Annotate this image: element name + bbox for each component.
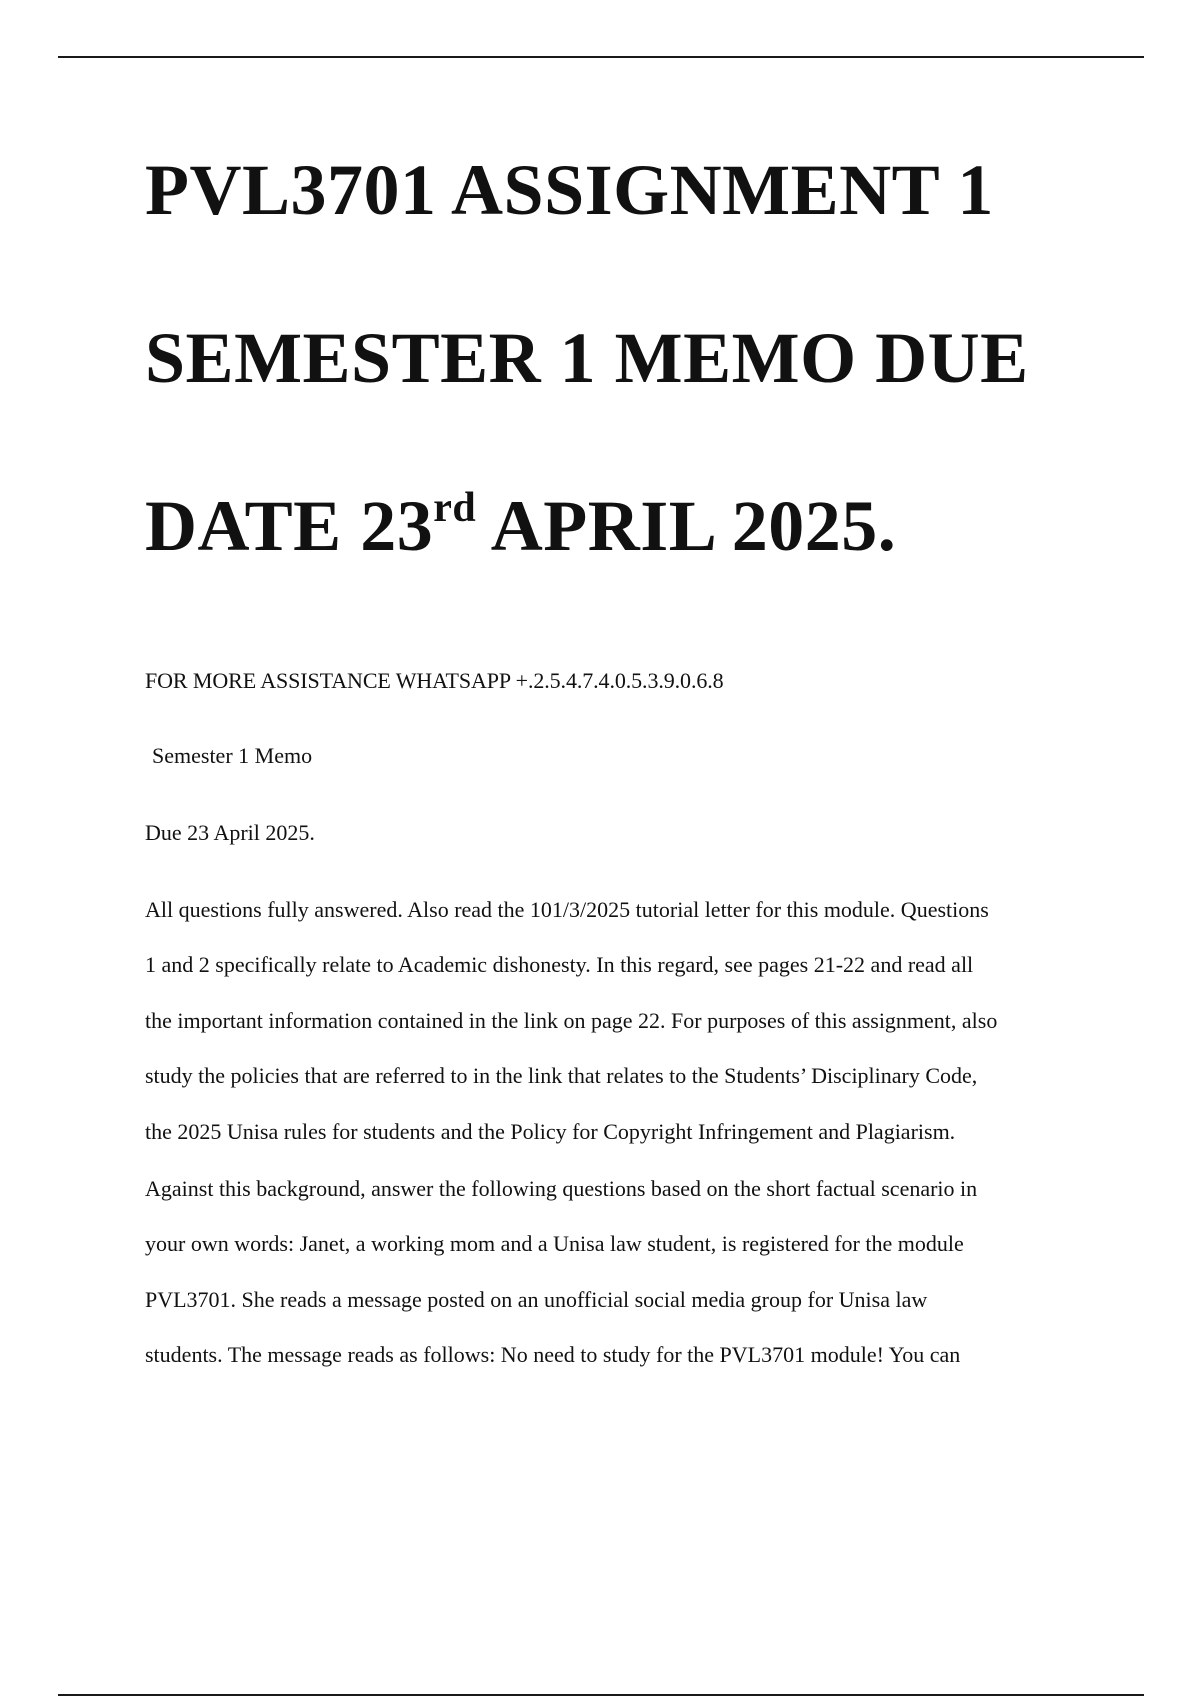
title-line-3 <box>145 485 897 566</box>
paragraph-line: PVL3701. She reads a message posted on an unofficial social media group for Unisa law <box>145 1287 928 1312</box>
paragraph-line: study the policies that are referred to in the link that relates to the Students’ Disciplinary Code, <box>145 1063 978 1088</box>
memo-subtitle: Semester 1 Memo <box>152 743 313 768</box>
paragraph-line: All questions fully answered. Also read the 101/3/2025 tutorial letter for this module. Questions <box>145 897 989 922</box>
title-date-prefix: DATE 23 <box>145 486 434 566</box>
paragraph-line: your own words: Janet, a working mom and a Unisa law student, is registered for the module <box>145 1231 964 1256</box>
assistance-contact: FOR MORE ASSISTANCE WHATSAPP +.2.5.4.7.4.0.5.3.9.0.6.8 <box>145 668 724 693</box>
title-date-suffix: APRIL 2025. <box>476 486 897 566</box>
paragraph-line: the 2025 Unisa rules for students and the Policy for Copyright Infringement and Plagiarism. <box>145 1119 956 1144</box>
paragraph-line: the important information contained in the link on page 22. For purposes of this assignment, also <box>145 1008 998 1033</box>
due-date: Due 23 April 2025. <box>145 820 315 845</box>
title-line-2: SEMESTER 1 MEMO DUE <box>145 318 1029 398</box>
paragraph-line: 1 and 2 specifically relate to Academic dishonesty. In this regard, see pages 21-22 and read all <box>145 952 974 977</box>
bottom-rule <box>58 1694 1144 1696</box>
title-line-1: PVL3701 ASSIGNMENT 1 <box>145 150 994 230</box>
top-rule <box>58 56 1144 58</box>
paragraph-line: students. The message reads as follows: No need to study for the PVL3701 module! You can <box>145 1342 961 1367</box>
paragraph-line: Against this background, answer the following questions based on the short factual scenario in <box>145 1176 978 1201</box>
title-date-superscript: rd <box>433 485 477 531</box>
